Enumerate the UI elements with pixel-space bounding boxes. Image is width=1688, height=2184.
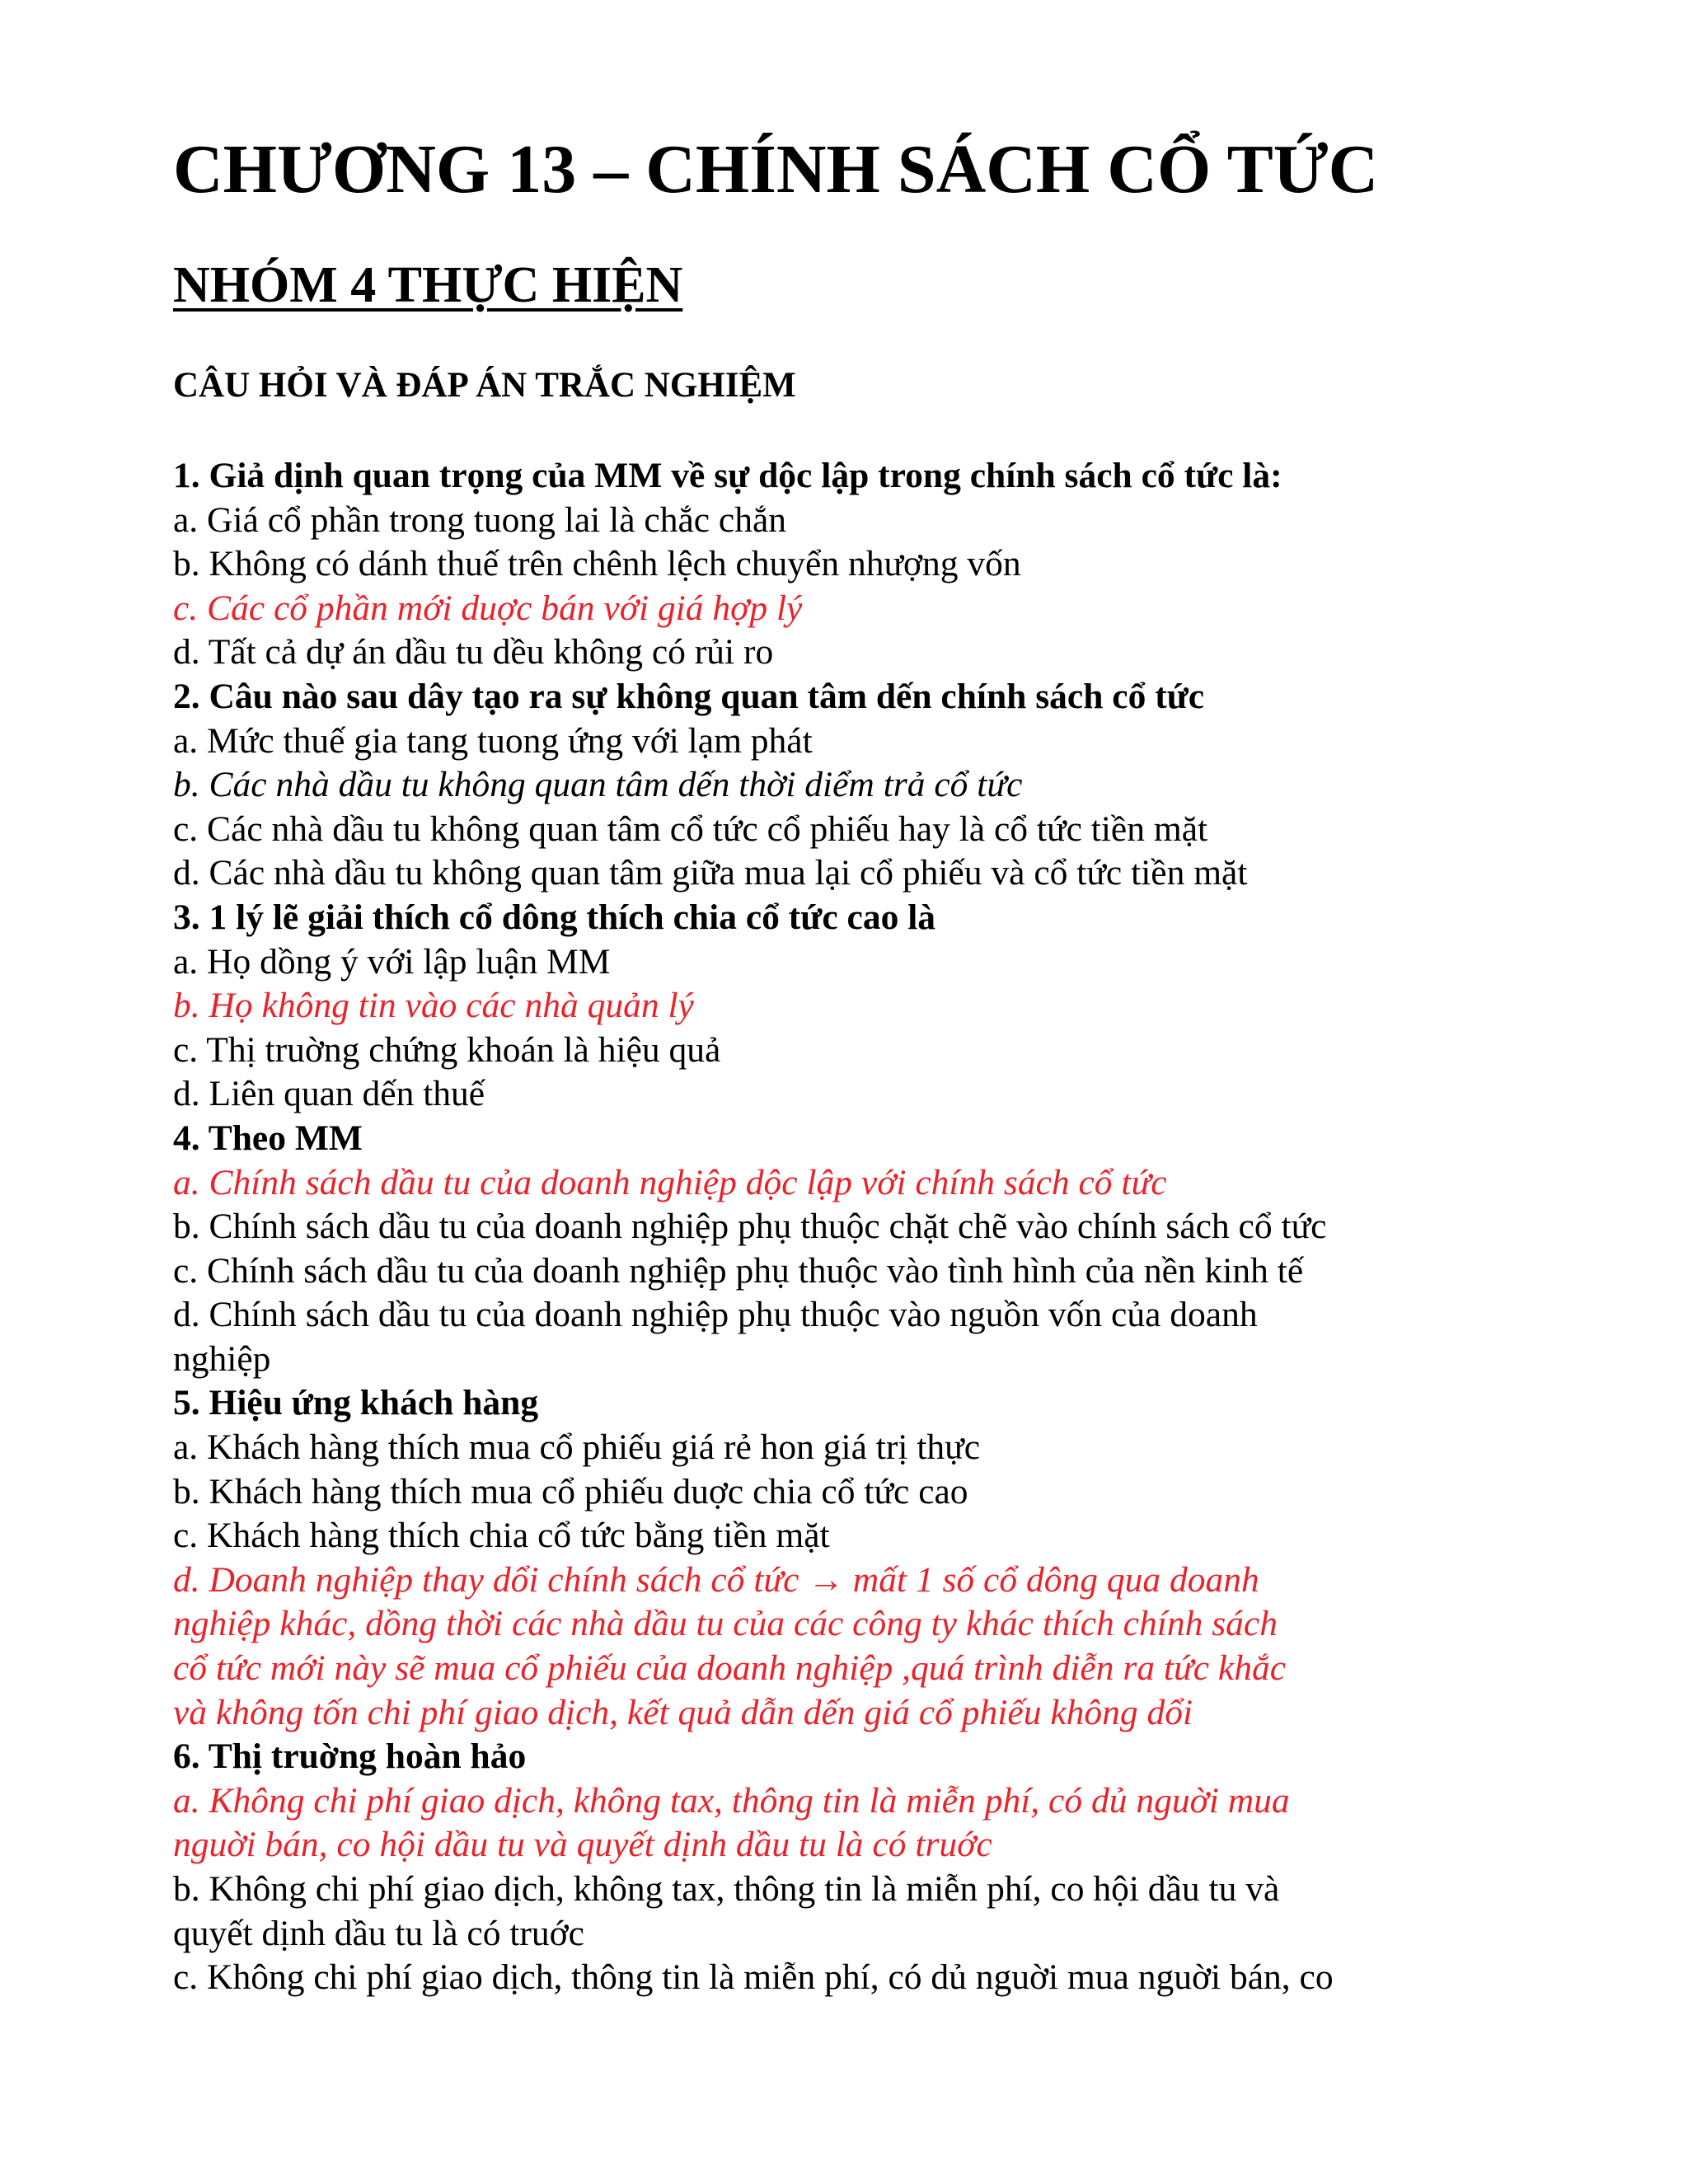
question-3-option-c: c. Thị truờng chứng khoán là hiệu quả	[173, 1029, 721, 1070]
question-5-option-d-continued-2: cổ tức mới này sẽ mua cổ phiếu của doanh nghiệp ,quá trình diễn ra tức khắc	[173, 1648, 1287, 1689]
question-1-option-c-correct: c. Các cổ phần mới duợc bán với giá hợp lý	[173, 588, 803, 628]
question-3-option-b-correct: b. Họ không tin vào các nhà quản lý	[173, 986, 694, 1026]
question-6-option-b: b. Không chi phí giao dịch, không tax, thông tin là miễn phí, co hội dầu tu và	[173, 1869, 1280, 1909]
question-1-option-b: b. Không có dánh thuế trên chênh lệch chuyển nhượng vốn	[173, 544, 1021, 584]
question-5-option-d-correct: d. Doanh nghiệp thay dổi chính sách cổ tức → mất 1 số cổ dông qua doanh	[173, 1559, 1259, 1600]
question-3-option-d: d. Liên quan dến thuế	[173, 1074, 485, 1114]
document-title: CHƯƠNG 13 – CHÍNH SÁCH CỔ TỨC	[173, 131, 1379, 208]
question-2-option-c: c. Các nhà dầu tu không quan tâm cổ tức cổ phiếu hay là cổ tức tiền mặt	[173, 808, 1208, 849]
question-2-option-d: d. Các nhà dầu tu không quan tâm giữa mua lại cổ phiếu và cổ tức tiền mặt	[173, 853, 1248, 893]
question-6-option-b-continued: quyết dịnh dầu tu là có truớc	[173, 1913, 584, 1953]
question-2-option-b: b. Các nhà dầu tu không quan tâm dến thời diểm trả cổ tức	[173, 765, 1023, 805]
question-6-option-a-continued: nguời bán, co hội dầu tu và quyết dịnh dầu tu là có truớc	[173, 1825, 992, 1865]
question-5-option-d-continued-1: nghiệp khác, dồng thời các nhà dầu tu của các công ty khác thích chính sách	[173, 1604, 1278, 1644]
question-4-option-a-correct: a. Chính sách dầu tu của doanh nghiệp dộc lập với chính sách cổ tức	[173, 1162, 1167, 1202]
question-6-text: 6. Thị truờng hoàn hảo	[173, 1736, 527, 1777]
question-5-option-c: c. Khách hàng thích chia cổ tức bằng tiền mặt	[173, 1516, 830, 1556]
question-4-option-c: c. Chính sách dầu tu của doanh nghiệp phụ thuộc vào tình hình của nền kinh tế	[173, 1250, 1304, 1291]
question-4-text: 4. Theo MM	[173, 1118, 363, 1158]
question-1-text: 1. Giả dịnh quan trọng của MM về sự dộc lập trong chính sách cổ tức là:	[173, 456, 1282, 495]
question-2-text: 2. Câu nào sau dây tạo ra sự không quan tâm dến chính sách cổ tức	[173, 676, 1205, 716]
question-4-option-d-continued: nghiệp	[173, 1338, 271, 1379]
question-1-option-d: d. Tất cả dự án dầu tu dều không có rủi ro	[173, 632, 774, 673]
question-2-option-a: a. Mức thuế gia tang tuong ứng với lạm phát	[173, 720, 813, 761]
question-3-option-a: a. Họ dồng ý với lập luận MM	[173, 941, 611, 982]
question-6-option-c: c. Không chi phí giao dịch, thông tin là miễn phí, có dủ nguời mua nguời bán, co	[173, 1957, 1334, 1998]
section-heading: CÂU HỎI VÀ ĐÁP ÁN TRẮC NGHIỆM	[173, 366, 796, 405]
question-4-option-b: b. Chính sách dầu tu của doanh nghiệp phụ thuộc chặt chẽ vào chính sách cổ tức	[173, 1207, 1327, 1247]
question-4-option-d: d. Chính sách dầu tu của doanh nghiệp phụ thuộc vào nguồn vốn của doanh	[173, 1295, 1258, 1335]
question-6-option-a-correct: a. Không chi phí giao dịch, không tax, thông tin là miễn phí, có dủ nguời mua	[173, 1780, 1290, 1821]
question-5-option-a: a. Khách hàng thích mua cổ phiếu giá rẻ hon giá trị thực	[173, 1427, 981, 1468]
question-3-text: 3. 1 lý lẽ giải thích cổ dông thích chia cổ tức cao là	[173, 897, 936, 937]
question-1-option-a: a. Giá cổ phần trong tuong lai là chắc chắn	[173, 499, 787, 540]
question-5-option-d-continued-3: và không tốn chi phí giao dịch, kết quả dẫn dến giá cổ phiếu không dổi	[173, 1692, 1193, 1732]
question-5-option-b: b. Khách hàng thích mua cổ phiếu duợc chia cổ tức cao	[173, 1471, 968, 1511]
document-subtitle: NHÓM 4 THỰC HIỆN	[173, 257, 683, 313]
quiz-body	[173, 454, 1525, 2000]
question-5-text: 5. Hiệu ứng khách hàng	[173, 1383, 539, 1423]
